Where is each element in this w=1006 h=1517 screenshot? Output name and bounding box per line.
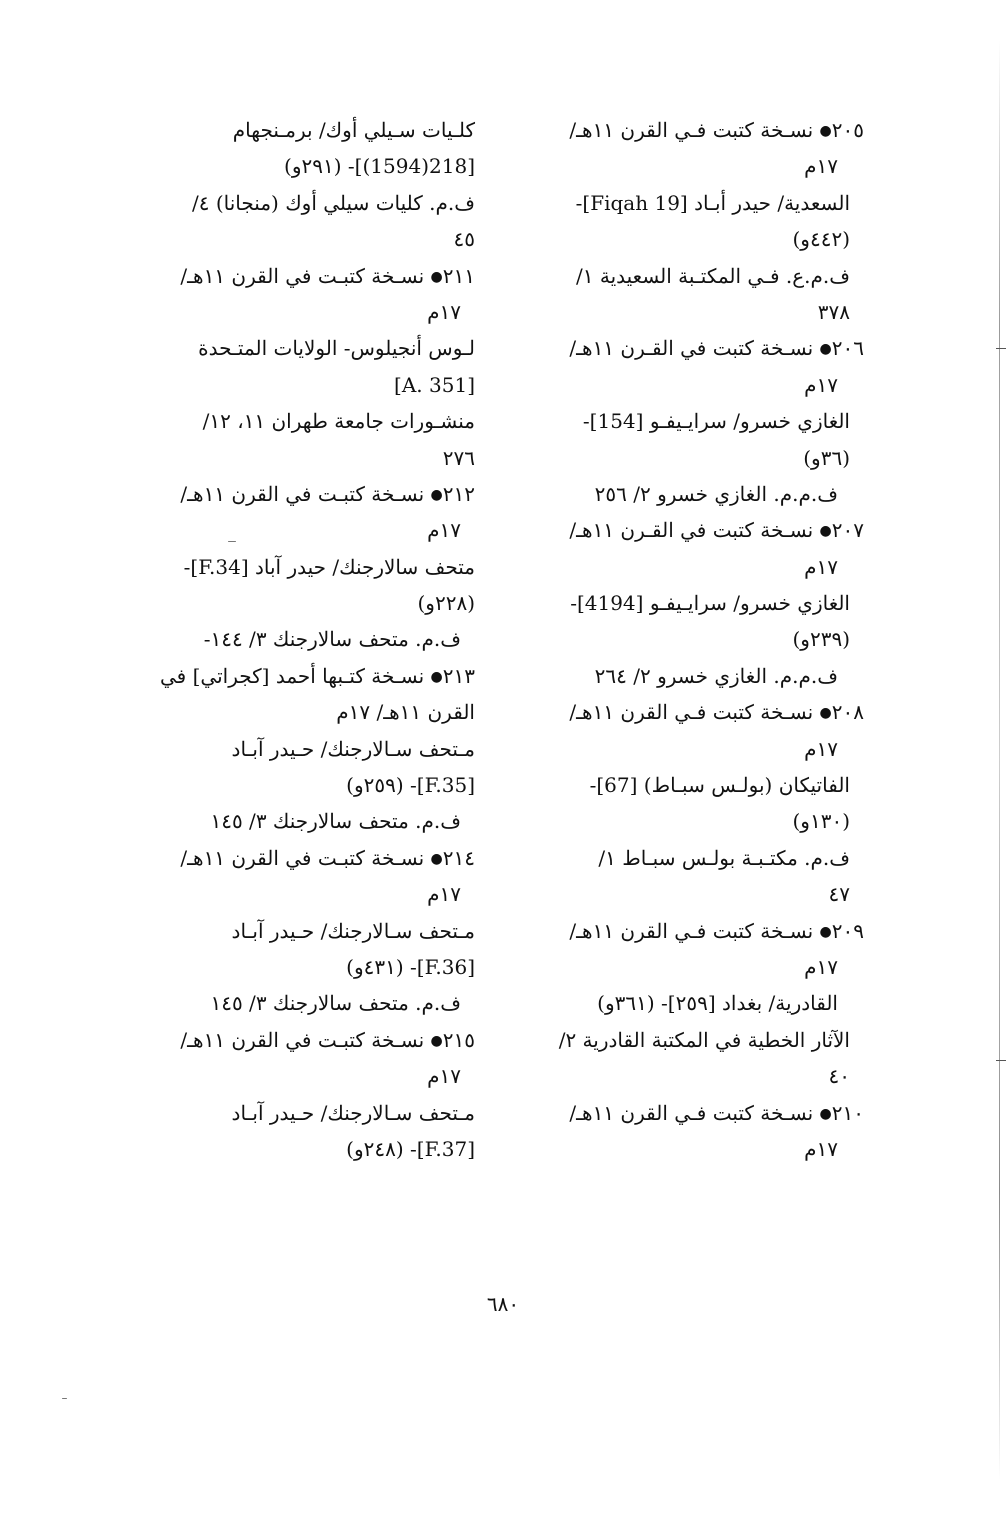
- entry-line: ١٧م: [804, 954, 838, 979]
- entry-number: ٢١١: [442, 263, 475, 288]
- entry-description: نسـخة كتبت فـي القرن ١١هـ/: [569, 118, 814, 142]
- bullet-icon: ●: [819, 1105, 832, 1122]
- entry-214: [130, 840, 475, 1022]
- entry-line: ١٧م: [427, 299, 461, 324]
- page-number: ٦٨٠: [486, 1292, 520, 1316]
- entry-line: منشـورات جامعة طهران ١١، ١٢/: [202, 409, 475, 434]
- bullet-icon: ●: [430, 486, 443, 503]
- entry-line: ف.م.ع. فـي المكتـبة السعيدية ١/: [575, 263, 850, 288]
- entry-206: [519, 330, 864, 512]
- entry-heading: [519, 1095, 864, 1131]
- entry-208: [519, 694, 864, 912]
- entry-line: الفاتيكان (بولـس سبـاط) [67]-: [589, 773, 850, 798]
- entry-description: نسـخة كتـبها أحمد [كجراتي] في: [160, 663, 425, 688]
- entry-description: نسـخة كتبـت في القرن ١١هـ/: [180, 845, 425, 870]
- entry-line: ف.م. متحف سالارجنك ٣/ ١٤٥: [210, 991, 461, 1016]
- entry-heading: [519, 112, 864, 148]
- entry-number: ٢٠٧: [831, 518, 864, 543]
- entry-number: ٢٠٨: [831, 700, 864, 725]
- scan-speck: [62, 1398, 67, 1399]
- entry-line: ف.م. متحف سالارجنك ٣/ ١٤٤-: [203, 627, 461, 652]
- entry-line: [F.36]- (٤٣١و): [346, 954, 475, 979]
- entry-209: [519, 913, 864, 1095]
- entry-line: [F.35]- (٢٥٩و): [346, 773, 475, 798]
- entry-line: ف.م. مكتـبـة بولـس سبـاط ١/: [598, 845, 850, 870]
- bullet-icon: ●: [430, 268, 443, 285]
- entry-line: الغازي خسرو/ سرايـيفـو [4194]-: [570, 591, 850, 616]
- entry-line: مـتحف سـالارجنك/ حـيدر آبـاد: [231, 736, 475, 761]
- entry-description: نسـخة كتبـت في القرن ١١هـ/: [180, 481, 425, 506]
- bullet-icon: ●: [819, 705, 832, 722]
- entry-description: نسـخة كتبـت في القرن ١١هـ/: [180, 1027, 425, 1052]
- entry-line: ٤٠: [828, 1064, 850, 1089]
- entry-line: ١٧م: [804, 554, 838, 579]
- entry-number: ٢١٥: [442, 1027, 475, 1052]
- entry-heading: [519, 512, 864, 548]
- entry-line: ف.م. كليات سيلي أوك (منجانا) ٤/: [191, 190, 475, 215]
- entry-description: نسـخة كتبت فـي القرن ١١هـ/: [569, 700, 814, 725]
- entry-line: ١٧م: [804, 154, 838, 179]
- entry-heading: [519, 913, 864, 949]
- entry-line: ١٧م: [427, 518, 461, 543]
- bullet-icon: ●: [819, 923, 832, 940]
- entry-line: (٤٤٢و): [792, 227, 850, 252]
- entry-line: ١٧م: [427, 882, 461, 907]
- entry-line: الغازي خسرو/ سرايـيفـو [154]-: [582, 409, 850, 434]
- entry-number: ٢١٠: [831, 1100, 864, 1125]
- entry-number: ٢١٣: [442, 663, 475, 688]
- entry-215: [130, 1022, 475, 1168]
- entry-number: ٢١٤: [442, 845, 475, 870]
- entry-line: ٣٧٨: [817, 299, 850, 324]
- entry-line: (١٣٠و): [792, 809, 850, 834]
- entry-211: [130, 258, 475, 476]
- entry-line: لـوس أنجيلوس- الولايات المتـحدة: [198, 336, 475, 361]
- entry-line: (٣٦و): [803, 445, 850, 470]
- entry-207: [519, 512, 864, 694]
- entry-description: نسـخة كتبت فـي القرن ١١هـ/: [569, 918, 814, 943]
- entry-description: نسـخة كتبت في القـرن ١١هـ/: [569, 518, 814, 543]
- continued-entry: [130, 112, 475, 258]
- entry-line: القرن ١١هـ/ ١٧م: [336, 700, 475, 725]
- entry-line: متحف سالارجنك/ حيدر آباد [F.34]-: [183, 554, 475, 579]
- entry-number: ٢٠٥: [831, 118, 864, 142]
- entry-line: ٤٧: [828, 882, 850, 907]
- scan-edge-tick: [996, 1060, 1006, 1061]
- entry-line: ٤٥: [453, 227, 475, 252]
- entry-line: ١٧م: [804, 736, 838, 761]
- entry-number: ٢١٢: [442, 481, 475, 506]
- entry-line: ف.م.م. الغازي خسرو ٢/ ٢٥٦: [594, 481, 838, 506]
- entry-line: مـتحف سـالارجنك/ حـيدر آبـاد: [231, 1100, 475, 1125]
- entry-heading: [130, 1022, 475, 1058]
- entry-line: [F.37]- (٢٤٨و): [346, 1136, 475, 1161]
- entry-line: ف.م.م. الغازي خسرو ٢/ ٢٦٤: [594, 663, 838, 688]
- entry-heading: [130, 476, 475, 512]
- entry-heading: [519, 330, 864, 366]
- left-column: [130, 112, 475, 1167]
- entry-heading: [130, 258, 475, 294]
- scan-edge-line: [999, 40, 1000, 1480]
- entry-210: [519, 1095, 864, 1168]
- entry-description: نسـخة كتبت فـي القرن ١١هـ/: [569, 1100, 814, 1125]
- entry-description: نسـخة كتبت في القـرن ١١هـ/: [569, 336, 814, 361]
- entry-description: نسـخة كتبـت في القرن ١١هـ/: [180, 263, 425, 288]
- entry-205: [519, 112, 864, 330]
- entry-213: [130, 658, 475, 840]
- entry-line: كلـيات سـيلي أوك/ برمـنجهام: [232, 118, 475, 142]
- bullet-icon: ●: [430, 1032, 443, 1049]
- bullet-icon: ●: [430, 850, 443, 867]
- entry-heading: [130, 840, 475, 876]
- scan-edge-tick: [996, 348, 1006, 349]
- right-column: [519, 112, 864, 1167]
- entry-heading: [130, 658, 475, 694]
- entry-line: ١٧م: [804, 372, 838, 397]
- entry-line: ١٧م: [427, 1064, 461, 1089]
- entry-line: (٢٣٩و): [792, 627, 850, 652]
- entry-line: ١٧م: [804, 1136, 838, 1161]
- entry-number: ٢٠٦: [831, 336, 864, 361]
- entry-number: ٢٠٩: [831, 918, 864, 943]
- entry-line: [A. 351]: [394, 372, 475, 397]
- entry-line: القادرية/ بغداد [٢٥٩]- (٣٦١و): [597, 991, 838, 1016]
- entry-heading: [519, 694, 864, 730]
- bullet-icon: ●: [819, 523, 832, 540]
- entry-line: مـتحف سـالارجنك/ حـيدر آبـاد: [231, 918, 475, 943]
- entry-line: ف.م. متحف سالارجنك ٣/ ١٤٥: [210, 809, 461, 834]
- entry-line: السعدية/ حيدر أبـاد [Fiqah 19]-: [575, 190, 850, 215]
- scan-speck: [228, 541, 236, 542]
- entry-line: (٢٢٨و): [417, 591, 475, 616]
- bullet-icon: ●: [819, 123, 832, 139]
- bullet-icon: ●: [819, 341, 832, 358]
- entry-line: [218(1594)]- (٢٩١و): [284, 154, 475, 179]
- entry-line: الآثار الخطية في المكتبة القادرية ٢/: [558, 1027, 850, 1052]
- bullet-icon: ●: [430, 668, 443, 685]
- entry-212: [130, 476, 475, 658]
- entry-line: ٢٧٦: [442, 445, 475, 470]
